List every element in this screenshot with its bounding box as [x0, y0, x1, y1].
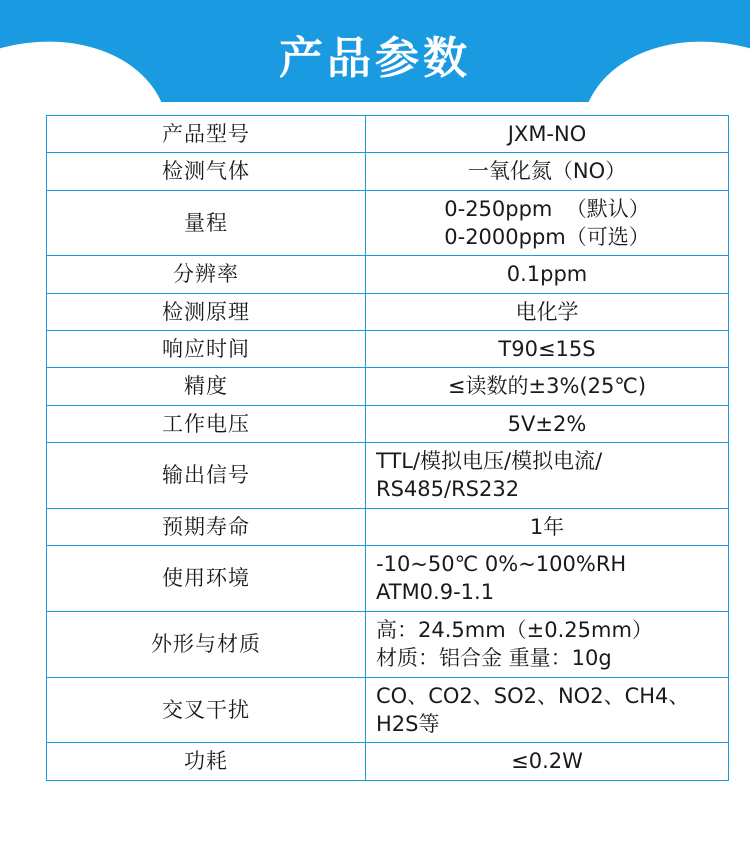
table-row: [47, 743, 729, 780]
spec-value-line: 一氧化氮（NO）: [467, 159, 627, 184]
spec-label: 产品型号: [47, 116, 366, 153]
spec-value-line: ≤0.2W: [511, 749, 583, 774]
table-row: [47, 443, 729, 509]
spec-value: [366, 368, 729, 405]
spec-value: [366, 508, 729, 545]
spec-value-line: 1年: [529, 514, 565, 539]
spec-value: [366, 405, 729, 442]
table-row: [47, 116, 729, 153]
table-row: [47, 153, 729, 190]
spec-label: 检测气体: [47, 153, 366, 190]
spec-label: 外形与材质: [47, 611, 366, 677]
spec-value-line: 电化学: [515, 299, 579, 324]
spec-value-line: ≤读数的±3%(25℃): [447, 374, 647, 399]
spec-value: [366, 611, 729, 677]
spec-label: 响应时间: [47, 331, 366, 368]
spec-label: 工作电压: [47, 405, 366, 442]
spec-value: [366, 443, 729, 509]
specs-table-body: [47, 116, 729, 781]
spec-label: 检测原理: [47, 293, 366, 330]
header-banner: [0, 0, 750, 102]
page-title: 产品参数: [279, 33, 471, 84]
spec-value: [366, 546, 729, 612]
spec-value: [366, 331, 729, 368]
spec-value: [366, 743, 729, 780]
spec-value-line: RS485/RS232: [376, 477, 520, 502]
spec-label: 功耗: [47, 743, 366, 780]
table-row: [47, 405, 729, 442]
spec-value-line: 0.1ppm: [506, 262, 588, 287]
spec-value-line: 材质：铝合金 重量：10g: [376, 646, 612, 671]
spec-value: [366, 116, 729, 153]
spec-label: 交叉干扰: [47, 677, 366, 743]
table-row: [47, 546, 729, 612]
specs-table-container: [46, 115, 704, 781]
table-row: [47, 331, 729, 368]
table-row: [47, 293, 729, 330]
spec-value: [366, 293, 729, 330]
spec-value-line: ATM0.9-1.1: [376, 580, 495, 605]
table-row: [47, 508, 729, 545]
spec-value-line: CO、CO2、SO2、NO2、CH4、: [376, 683, 690, 708]
spec-label: 精度: [47, 368, 366, 405]
spec-label: 使用环境: [47, 546, 366, 612]
specs-table: [46, 115, 729, 781]
spec-label: 量程: [47, 190, 366, 256]
spec-value-line: TTL/模拟电压/模拟电流/: [376, 449, 603, 474]
spec-value: [366, 256, 729, 293]
spec-value-line: 0-250ppm （默认）: [444, 196, 650, 221]
spec-value: [366, 190, 729, 256]
spec-value-line: H2S等: [376, 711, 440, 736]
spec-value: [366, 677, 729, 743]
spec-value-line: 高：24.5mm（±0.25mm）: [376, 617, 653, 642]
table-row: [47, 368, 729, 405]
spec-value-line: JXM-NO: [507, 122, 587, 146]
spec-label: 输出信号: [47, 443, 366, 509]
spec-value-line: 5V±2%: [507, 411, 587, 436]
table-row: [47, 611, 729, 677]
spec-value: [366, 153, 729, 190]
spec-value-line: -10~50℃ 0%~100%RH: [376, 552, 627, 577]
spec-value-line: 0-2000ppm（可选）: [444, 225, 650, 250]
table-row: [47, 190, 729, 256]
table-row: [47, 256, 729, 293]
table-row: [47, 677, 729, 743]
spec-label: 预期寿命: [47, 508, 366, 545]
spec-value-line: T90≤15S: [498, 337, 596, 362]
spec-label: 分辨率: [47, 256, 366, 293]
